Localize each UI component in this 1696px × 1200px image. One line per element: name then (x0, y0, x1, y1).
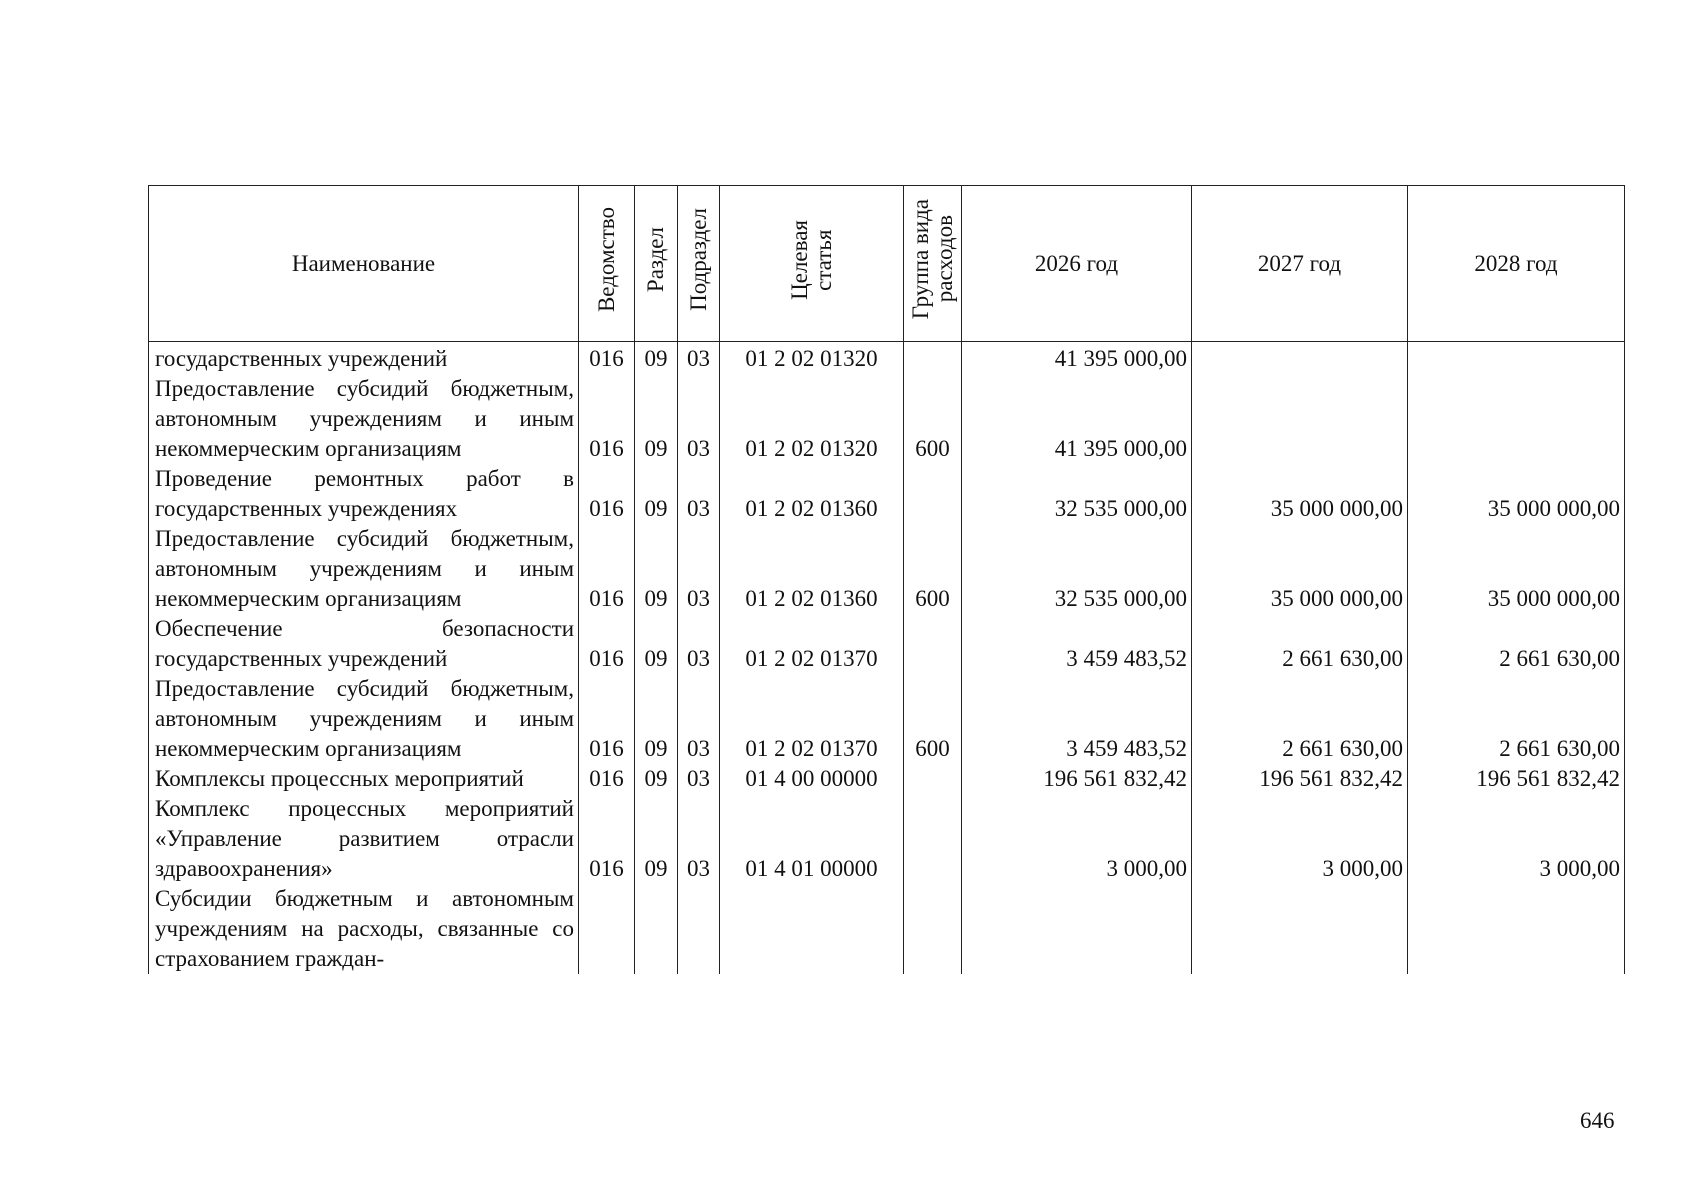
table-row (149, 614, 1625, 674)
row-gruppa (904, 764, 962, 794)
row-podrazdel: 03 (678, 764, 720, 794)
row-razdel: 09 (635, 614, 678, 674)
row-2027: 196 561 832,42 (1192, 764, 1408, 794)
row-vedomstvo: 016 (579, 524, 635, 614)
row-podrazdel: 03 (678, 374, 720, 464)
row-vedomstvo: 016 (579, 342, 635, 375)
row-gruppa: 600 (904, 374, 962, 464)
row-name: Предоставление субсидий бюджетным, автономным учреждениям и иным некоммерческим организациям (149, 524, 579, 614)
row-2027 (1192, 342, 1408, 375)
row-vedomstvo: 016 (579, 794, 635, 884)
row-2026: 196 561 832,42 (962, 764, 1192, 794)
row-2028: 196 561 832,42 (1408, 764, 1625, 794)
row-celevaya: 01 2 02 01320 (720, 374, 904, 464)
table-row (149, 794, 1625, 884)
row-gruppa (904, 464, 962, 524)
header-podrazdel: Подраздел (678, 186, 720, 342)
row-celevaya: 01 2 02 01360 (720, 524, 904, 614)
row-name: Комплексы процессных мероприятий (149, 764, 579, 794)
table-header-row (149, 186, 1625, 342)
row-2026: 32 535 000,00 (962, 464, 1192, 524)
row-razdel: 09 (635, 794, 678, 884)
row-celevaya: 01 2 02 01370 (720, 674, 904, 764)
row-podrazdel: 03 (678, 464, 720, 524)
row-vedomstvo: 016 (579, 464, 635, 524)
row-name: Комплекс процессных мероприятий «Управление развитием отрасли здравоохранения» (149, 794, 579, 884)
row-2027: 3 000,00 (1192, 794, 1408, 884)
row-name: Субсидии бюджетным и автономным учреждениям на расходы, связанные со страхованием граждан- (149, 884, 579, 974)
row-celevaya: 01 4 01 00000 (720, 794, 904, 884)
header-celevaya-statya: Целевая статья (720, 186, 904, 342)
row-name: Предоставление субсидий бюджетным, автономным учреждениям и иным некоммерческим организациям (149, 674, 579, 764)
row-2026: 3 459 483,52 (962, 674, 1192, 764)
page-number: 646 (1580, 1108, 1615, 1133)
row-celevaya: 01 2 02 01360 (720, 464, 904, 524)
row-podrazdel: 03 (678, 674, 720, 764)
row-2027: 2 661 630,00 (1192, 674, 1408, 764)
row-podrazdel: 03 (678, 524, 720, 614)
row-2026: 3 459 483,52 (962, 614, 1192, 674)
header-gruppa-vida-rashodov: Группа вида расходов (904, 186, 962, 342)
row-vedomstvo: 016 (579, 674, 635, 764)
table-row (149, 764, 1625, 794)
row-vedomstvo: 016 (579, 764, 635, 794)
row-name: государственных учреждений (149, 342, 579, 375)
row-2028: 35 000 000,00 (1408, 464, 1625, 524)
row-gruppa (904, 794, 962, 884)
budget-table (148, 185, 1625, 974)
row-2027 (1192, 374, 1408, 464)
row-2026: 41 395 000,00 (962, 374, 1192, 464)
row-razdel: 09 (635, 674, 678, 764)
row-razdel: 09 (635, 524, 678, 614)
row-2026: 3 000,00 (962, 794, 1192, 884)
row-gruppa: 600 (904, 524, 962, 614)
row-podrazdel: 03 (678, 342, 720, 375)
row-2028: 2 661 630,00 (1408, 614, 1625, 674)
table-row (149, 674, 1625, 764)
row-gruppa (904, 614, 962, 674)
row-celevaya: 01 4 00 00000 (720, 764, 904, 794)
header-year-2027: 2027 год (1192, 186, 1408, 342)
table-row (149, 374, 1625, 464)
row-2028: 3 000,00 (1408, 794, 1625, 884)
row-razdel: 09 (635, 342, 678, 375)
row-razdel: 09 (635, 764, 678, 794)
row-name: Предоставление субсидий бюджетным, автономным учреждениям и иным некоммерческим организациям (149, 374, 579, 464)
table-row (149, 524, 1625, 614)
table-row (149, 342, 1625, 375)
header-year-2028: 2028 год (1408, 186, 1625, 342)
row-podrazdel: 03 (678, 614, 720, 674)
row-gruppa: 600 (904, 674, 962, 764)
row-2028: 35 000 000,00 (1408, 524, 1625, 614)
row-podrazdel: 03 (678, 794, 720, 884)
row-2028 (1408, 342, 1625, 375)
row-2027: 35 000 000,00 (1192, 464, 1408, 524)
row-celevaya: 01 2 02 01320 (720, 342, 904, 375)
row-2028 (1408, 374, 1625, 464)
row-2027: 35 000 000,00 (1192, 524, 1408, 614)
row-razdel: 09 (635, 464, 678, 524)
header-razdel: Раздел (635, 186, 678, 342)
table-row-continued (149, 884, 1625, 974)
header-vedomstvo: Ведомство (579, 186, 635, 342)
row-2027: 2 661 630,00 (1192, 614, 1408, 674)
row-name: Проведение ремонтных работ в государственных учреждениях (149, 464, 579, 524)
header-year-2026: 2026 год (962, 186, 1192, 342)
row-razdel: 09 (635, 374, 678, 464)
row-2026: 32 535 000,00 (962, 524, 1192, 614)
row-name: Обеспечение безопасности государственных учреждений (149, 614, 579, 674)
row-vedomstvo: 016 (579, 374, 635, 464)
row-gruppa (904, 342, 962, 375)
table-row (149, 464, 1625, 524)
row-vedomstvo: 016 (579, 614, 635, 674)
header-name: Наименование (149, 186, 579, 342)
row-celevaya: 01 2 02 01370 (720, 614, 904, 674)
row-2026: 41 395 000,00 (962, 342, 1192, 375)
row-2028: 2 661 630,00 (1408, 674, 1625, 764)
